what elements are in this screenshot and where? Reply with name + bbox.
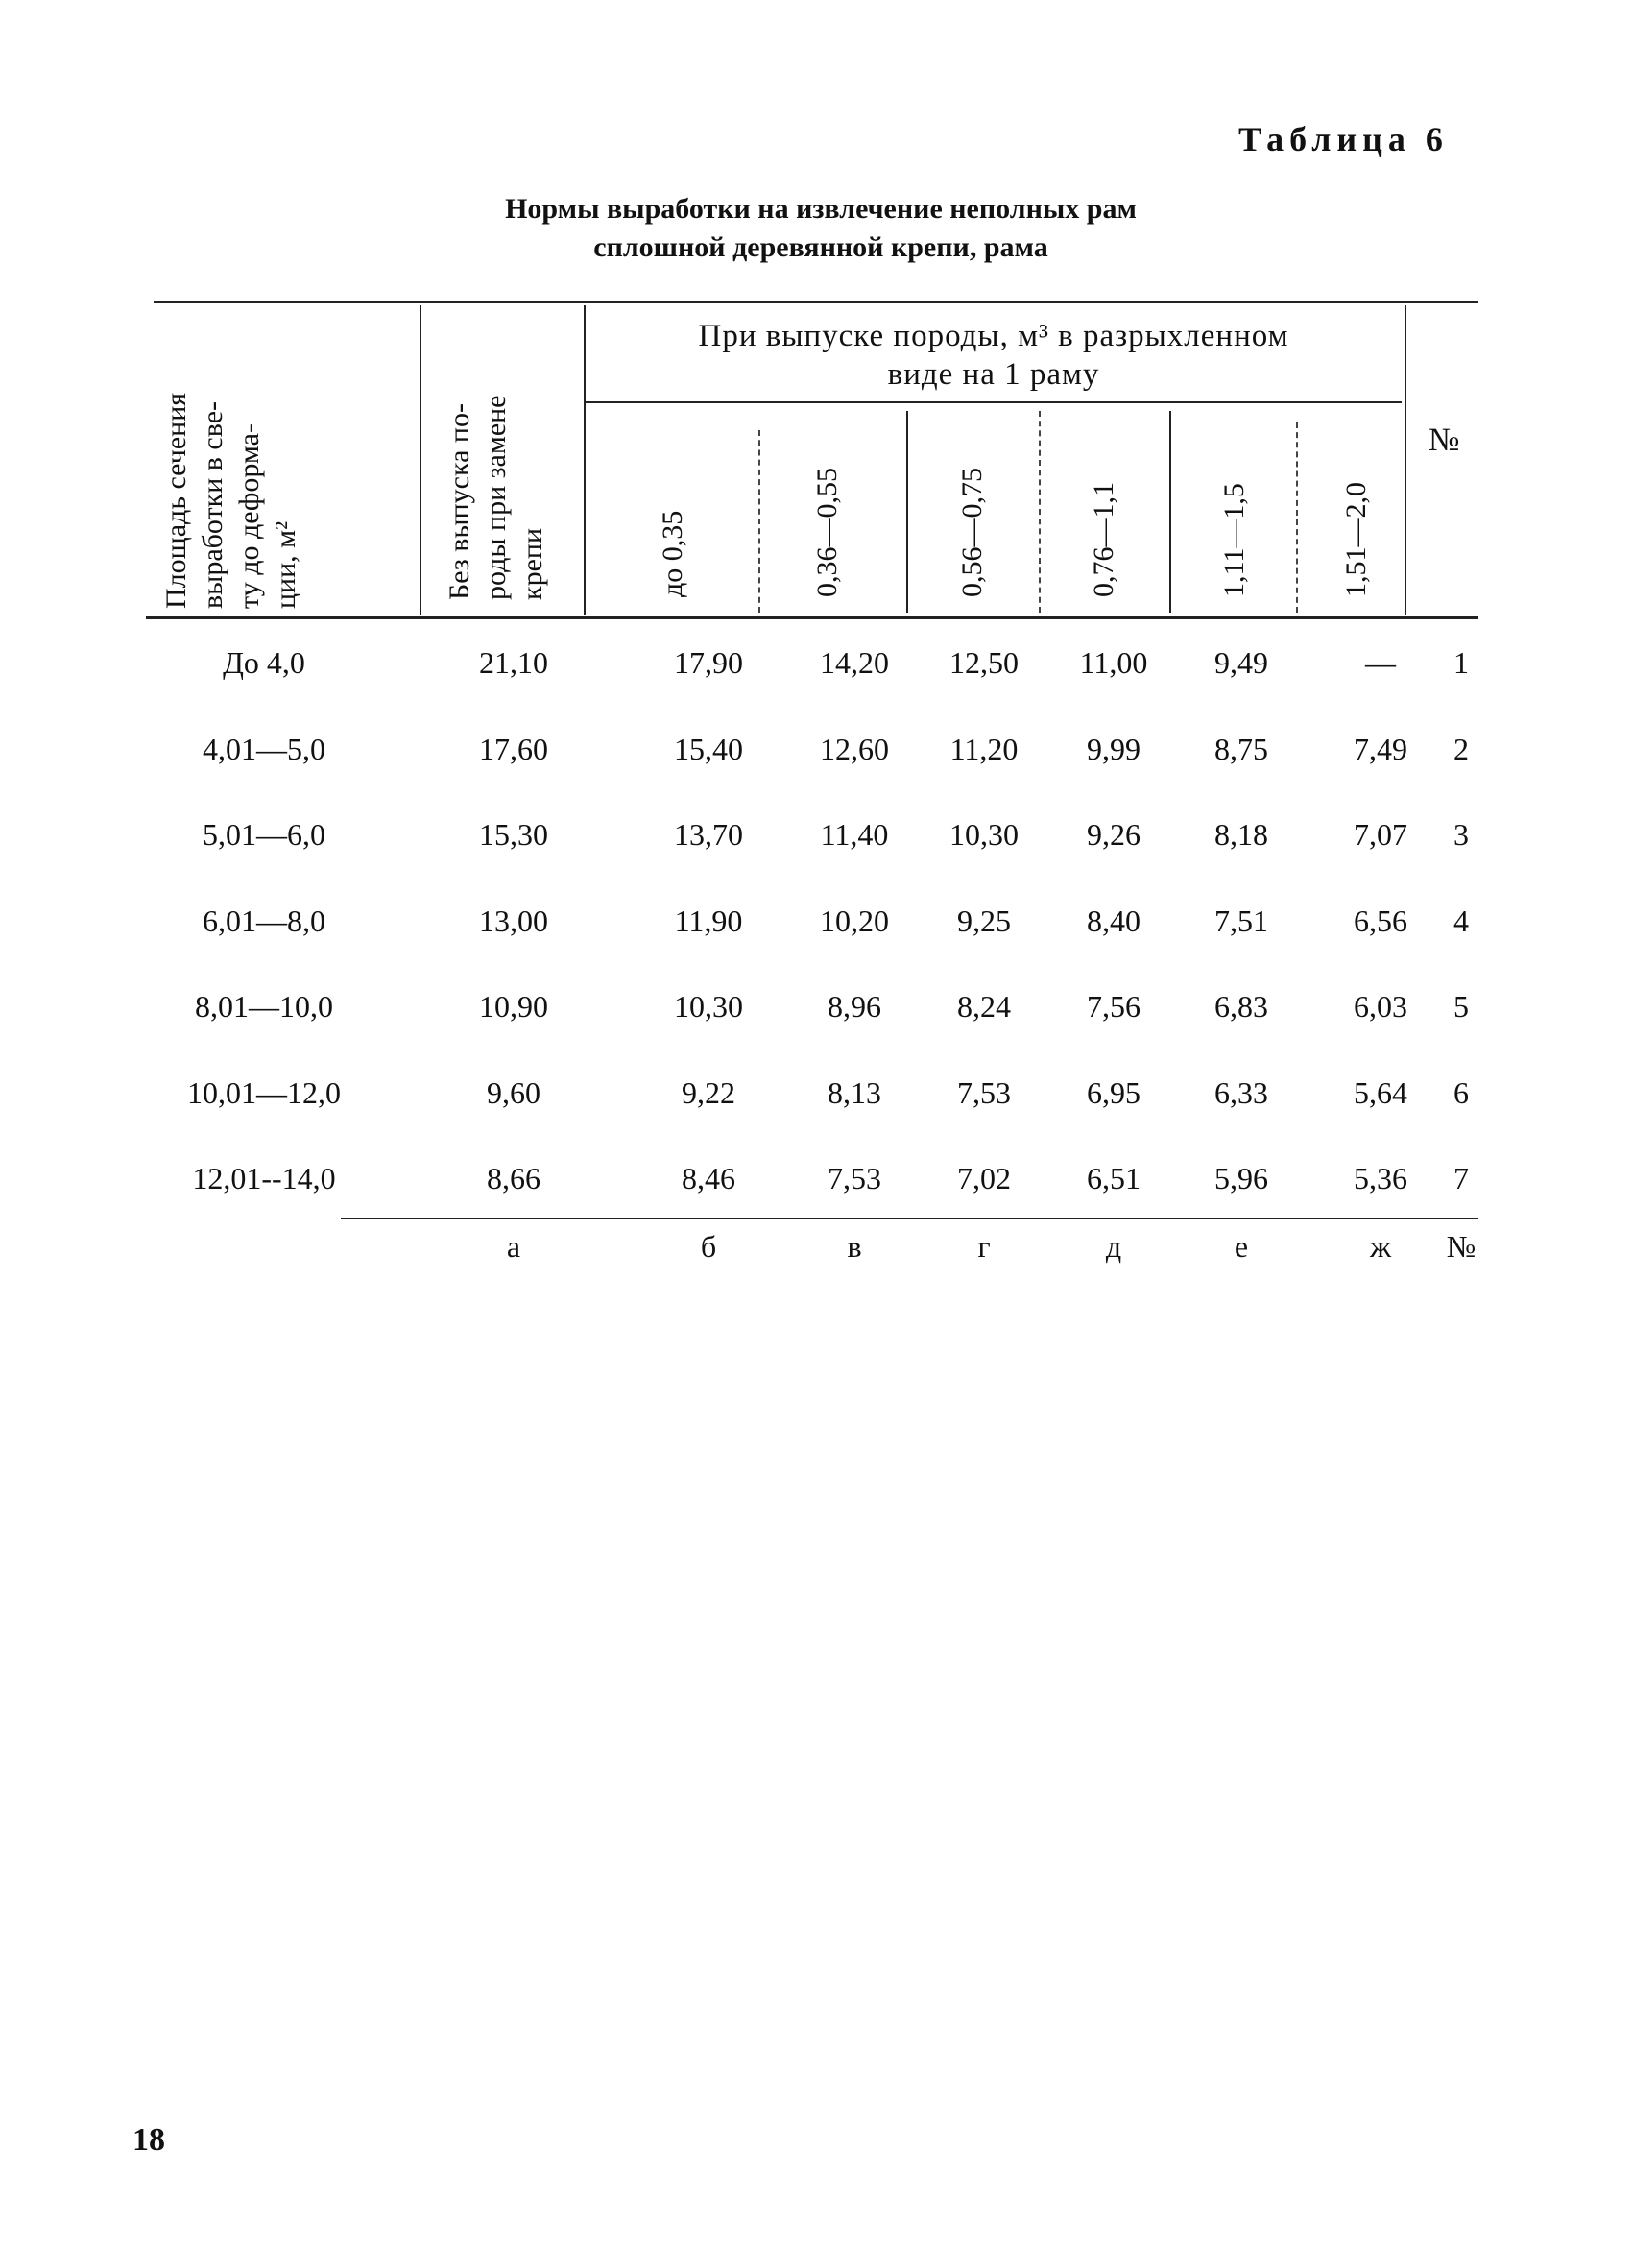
- subcol-divider-5: [1296, 422, 1298, 613]
- row-value-cell: 6,33: [1214, 1074, 1268, 1110]
- col-divider-3: [1405, 305, 1406, 615]
- row-value-cell: 8,75: [1214, 731, 1268, 766]
- row-number-cell: 5: [1453, 989, 1469, 1024]
- row-area-cell: 6,01—8,0: [203, 903, 325, 938]
- header-area: [158, 302, 312, 609]
- row-value-cell: 7,49: [1354, 731, 1407, 766]
- table-label: Таблица 6: [1238, 120, 1449, 158]
- header-area-line-1: Площадь сечения: [160, 392, 192, 609]
- row-value-cell: 7,51: [1214, 903, 1268, 938]
- row-value-cell: 11,90: [674, 903, 743, 938]
- header-release-col-4: 0,76—1,1: [1088, 482, 1119, 597]
- header-no-release-line-2: роды при замене: [480, 395, 512, 600]
- row-area-cell: 8,01—10,0: [195, 989, 333, 1024]
- subcol-divider-2: [906, 411, 908, 613]
- page-number: 18: [132, 2122, 165, 2158]
- row-value-cell: 15,30: [479, 817, 548, 852]
- row-value-cell: 10,30: [949, 817, 1019, 852]
- row-value-cell: 10,90: [479, 989, 548, 1024]
- row-area-cell: 5,01—6,0: [203, 817, 325, 852]
- row-value-cell: 6,51: [1087, 1161, 1141, 1195]
- row-number-cell: 4: [1453, 903, 1469, 938]
- row-number-cell: 3: [1453, 817, 1469, 852]
- row-number-cell: 6: [1453, 1074, 1469, 1110]
- row-value-cell: 7,56: [1087, 989, 1141, 1024]
- row-value-cell: 9,49: [1214, 645, 1268, 680]
- header-area-line-3: ту до деформа-: [233, 423, 265, 609]
- row-value-cell: 9,99: [1087, 731, 1141, 766]
- row-value-cell: 6,03: [1354, 989, 1407, 1024]
- header-release-col-1: до 0,35: [657, 510, 688, 597]
- row-value-cell: 15,40: [674, 731, 743, 766]
- row-value-cell: 8,24: [957, 989, 1011, 1024]
- row-number-cell: 1: [1453, 645, 1469, 680]
- group-header-rule: [586, 401, 1402, 403]
- row-value-cell: 10,30: [674, 989, 743, 1024]
- table-top-rule: [154, 301, 1478, 303]
- row-value-cell: 9,22: [682, 1074, 735, 1110]
- row-value-cell: 12,60: [820, 731, 889, 766]
- header-no-release: [442, 302, 557, 600]
- header-release-group: [586, 317, 1402, 394]
- row-value-cell: 8,13: [828, 1074, 881, 1110]
- row-value-cell: 17,90: [674, 645, 743, 680]
- row-value-cell: 11,00: [1079, 645, 1148, 680]
- footer-letter: д: [1105, 1229, 1122, 1264]
- row-value-cell: 7,53: [828, 1161, 881, 1195]
- row-value-cell: 7,53: [957, 1074, 1011, 1110]
- row-value-cell: 5,36: [1354, 1161, 1407, 1195]
- row-value-cell: 11,20: [949, 731, 1019, 766]
- row-value-cell: 13,70: [674, 817, 743, 852]
- row-value-cell: 13,00: [479, 903, 548, 938]
- row-value-cell: 12,50: [949, 645, 1019, 680]
- row-value-cell: 6,95: [1087, 1074, 1141, 1110]
- header-no-release-line-1: Без выпуска по-: [444, 403, 475, 600]
- row-value-cell: 8,18: [1214, 817, 1268, 852]
- header-release-col-6: 1,51—2,0: [1340, 482, 1372, 597]
- row-value-cell: 8,96: [828, 989, 881, 1024]
- row-value-cell: 8,40: [1087, 903, 1141, 938]
- table-title-line-1: Нормы выработки на извлечение неполных рам: [505, 193, 1137, 225]
- row-value-cell: 7,02: [957, 1161, 1011, 1195]
- row-value-cell: 5,64: [1354, 1074, 1407, 1110]
- footer-letter: г: [977, 1229, 991, 1264]
- row-area-cell: До 4,0: [223, 645, 305, 680]
- row-value-cell: 9,25: [957, 903, 1011, 938]
- footer-letter: в: [847, 1229, 862, 1264]
- row-area-cell: 10,01—12,0: [187, 1074, 341, 1110]
- row-value-cell: 9,60: [487, 1074, 540, 1110]
- header-number: №: [1429, 422, 1460, 458]
- header-bottom-rule: [146, 616, 1478, 619]
- row-value-cell: 14,20: [820, 645, 889, 680]
- row-area-cell: 4,01—5,0: [203, 731, 325, 766]
- row-value-cell: 8,66: [487, 1161, 540, 1195]
- header-release-col-5: 1,11—1,5: [1218, 483, 1250, 597]
- subcol-divider-4: [1169, 411, 1171, 613]
- row-value-cell: 11,40: [820, 817, 889, 852]
- row-number-cell: 7: [1453, 1161, 1469, 1195]
- table-title-line-2: сплошной деревянной крепи, рама: [593, 231, 1048, 263]
- subcol-divider-3: [1039, 411, 1041, 613]
- header-release-group-line-1: При выпуске породы, м³ в разрыхленном: [698, 319, 1289, 353]
- row-value-cell: 7,07: [1354, 817, 1407, 852]
- row-value-cell: —: [1365, 645, 1396, 680]
- row-value-cell: 9,26: [1087, 817, 1141, 852]
- row-value-cell: 6,83: [1214, 989, 1268, 1024]
- row-value-cell: 21,10: [479, 645, 548, 680]
- row-area-cell: 12,01--14,0: [192, 1161, 336, 1195]
- row-value-cell: 6,56: [1354, 903, 1407, 938]
- header-area-line-2: выработки в све-: [197, 400, 228, 609]
- header-no-release-line-3: крепи: [516, 528, 548, 600]
- footer-letter: б: [700, 1229, 717, 1264]
- header-release-group-line-2: виде на 1 раму: [887, 357, 1100, 392]
- row-value-cell: 17,60: [479, 731, 548, 766]
- row-value-cell: 10,20: [820, 903, 889, 938]
- footer-letter: е: [1234, 1229, 1249, 1264]
- row-value-cell: 5,96: [1214, 1161, 1268, 1195]
- header-area-line-4: ции, м²: [270, 520, 301, 609]
- header-release-col-3: 0,56—0,75: [956, 468, 988, 597]
- footer-letter: а: [506, 1229, 521, 1264]
- row-value-cell: 8,46: [682, 1161, 735, 1195]
- footer-number: №: [1446, 1229, 1477, 1264]
- row-number-cell: 2: [1453, 731, 1469, 766]
- table-bottom-rule: [341, 1218, 1478, 1219]
- footer-letter: ж: [1369, 1229, 1392, 1264]
- header-release-col-2: 0,36—0,55: [811, 468, 843, 597]
- col-divider-1: [420, 305, 421, 615]
- subcol-divider-1: [758, 430, 760, 613]
